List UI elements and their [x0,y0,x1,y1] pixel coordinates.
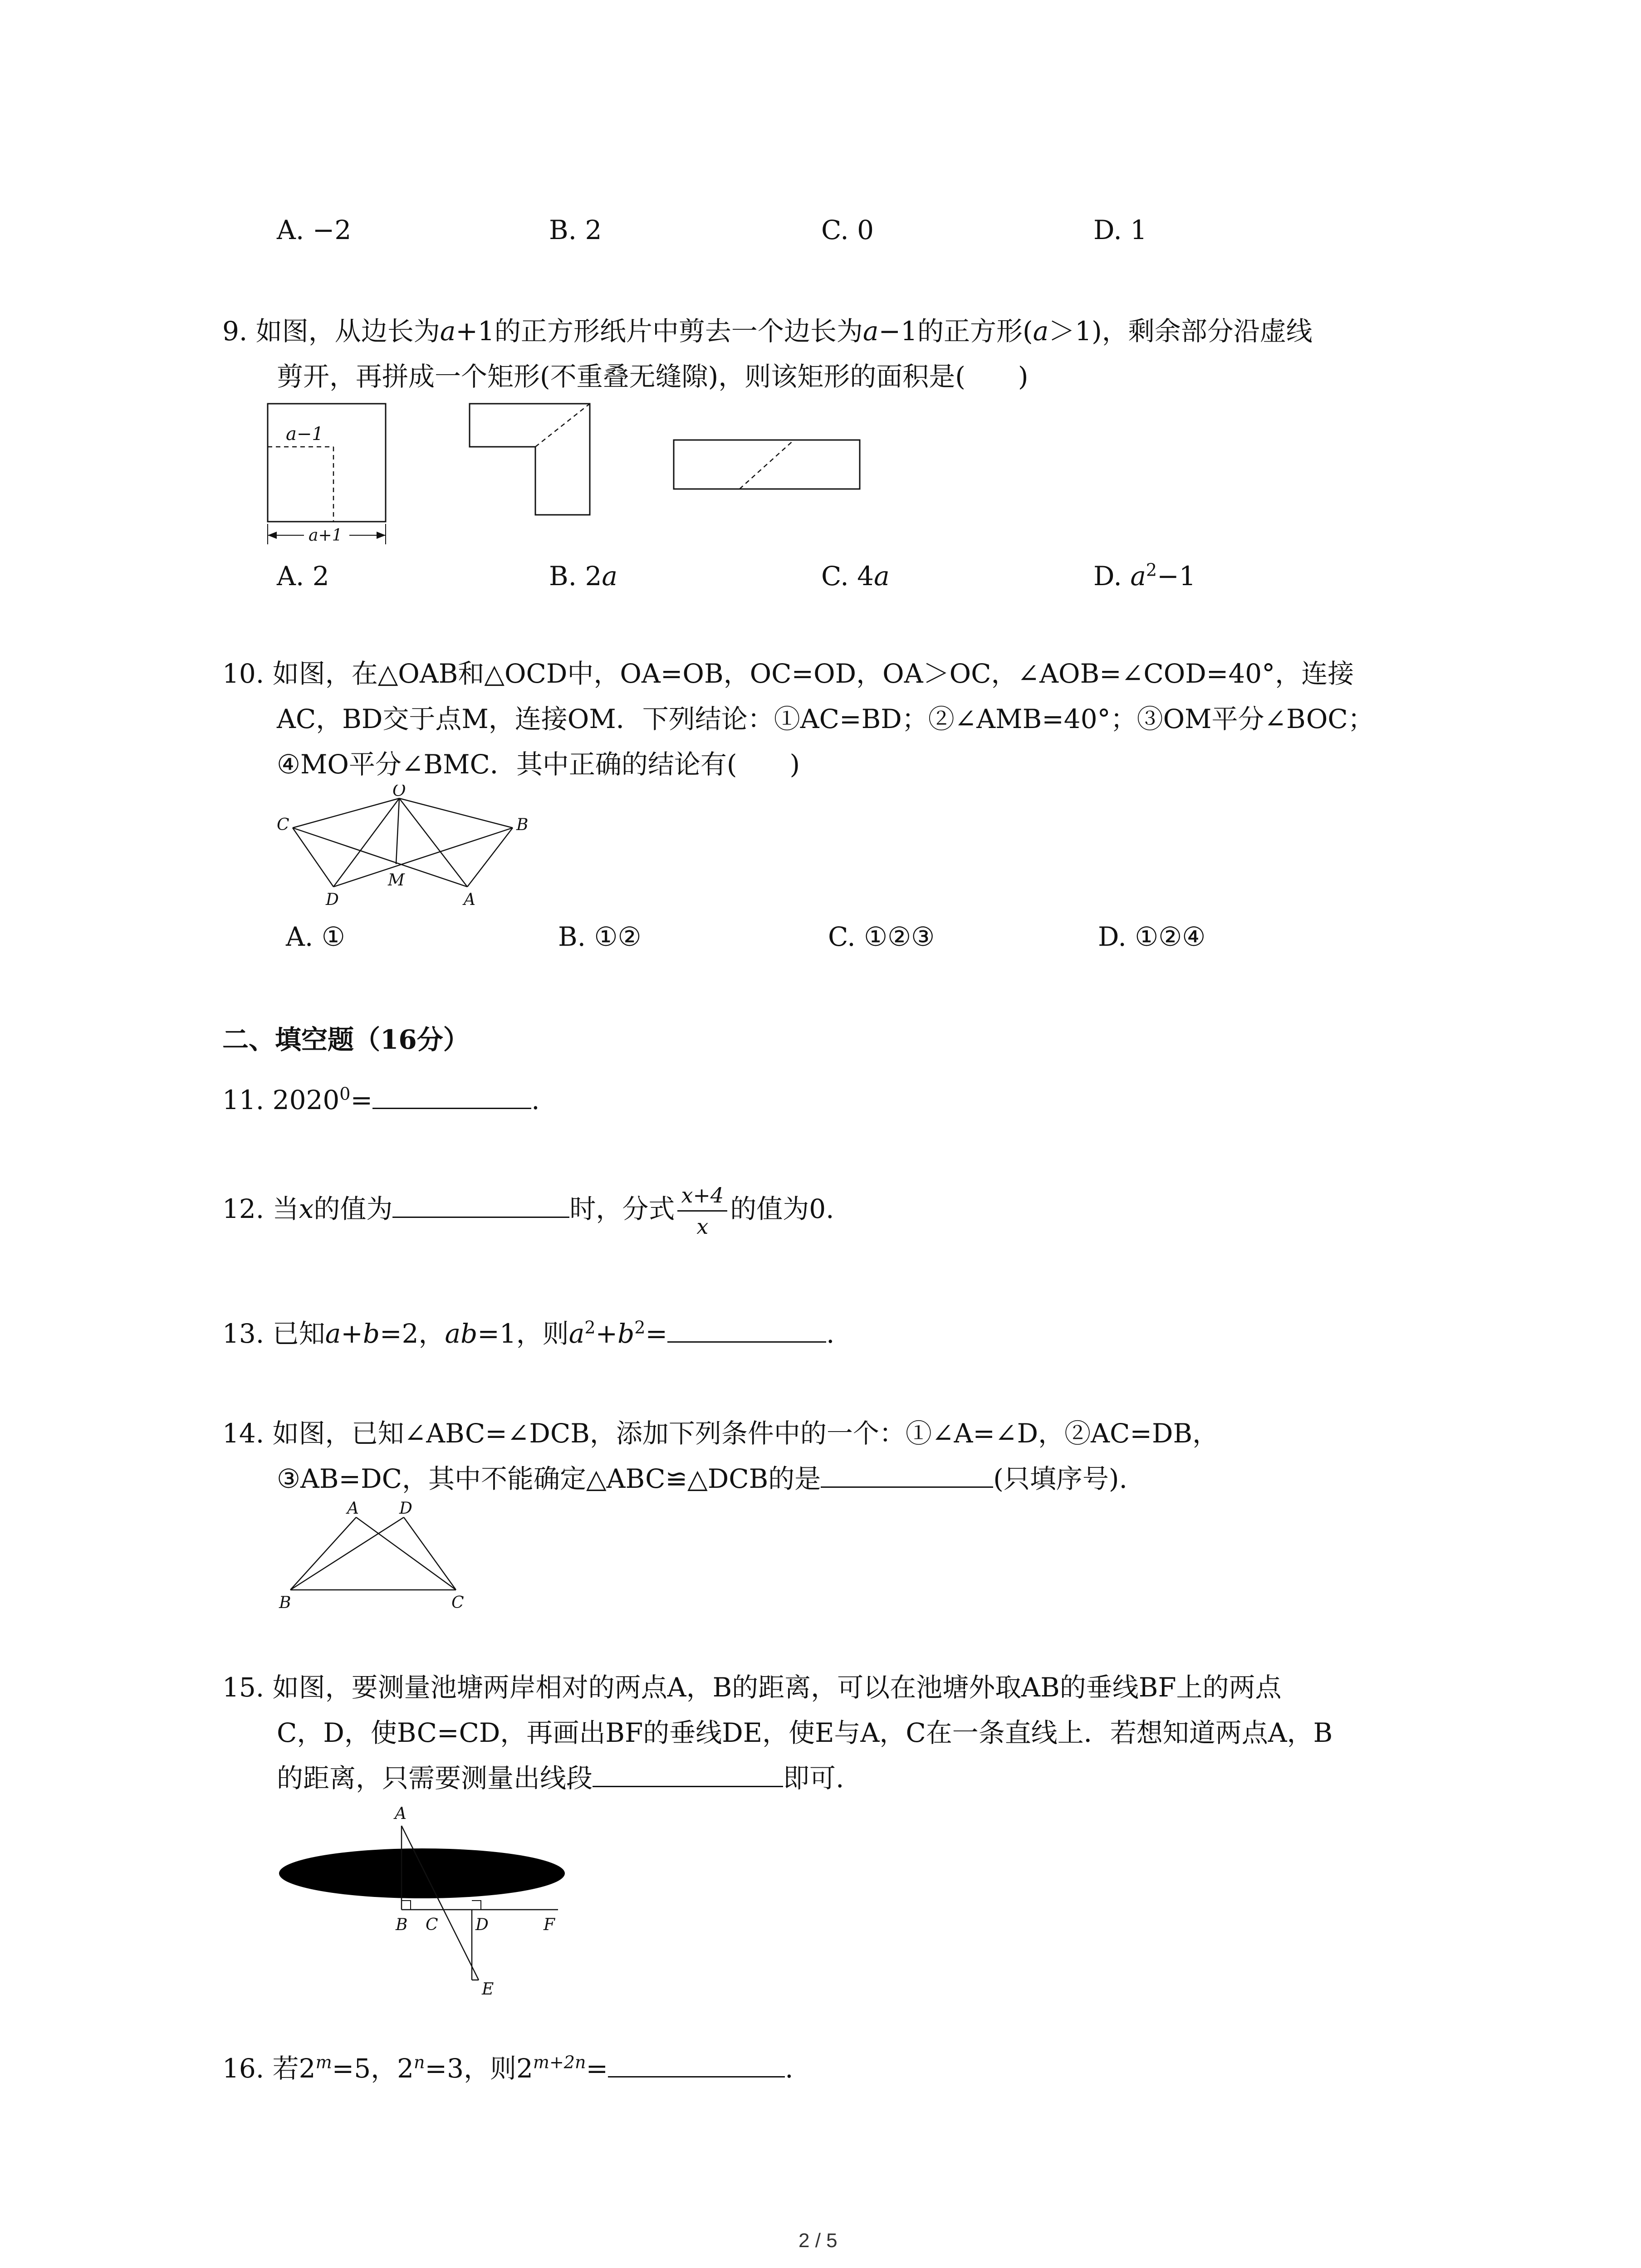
q11-blank [372,1080,531,1109]
q15-label-c: C [426,1916,438,1934]
q9-line2: 剪开，再拼成一个矩形(不重叠无缝隙)，则该矩形的面积是( ) [277,361,1029,392]
q12-fraction: $\frac{x+4}{x}$ [677,1180,727,1242]
q9-option-b: B. 2a [549,561,617,591]
section-heading: 二、填空题（16分） [222,1024,470,1055]
q15-label-d: D [475,1916,489,1934]
q10-label-c: C [277,816,289,834]
q14-line1: 14. 如图，已知∠ABC=∠DCB，添加下列条件中的一个：①∠A=∠D，②AC=DB， [222,1418,1219,1449]
q10-option-a: A. ① [286,921,345,952]
q15-blank [593,1759,783,1787]
pond-shape [279,1848,565,1898]
q9-option-d: D. $a^2-1$ [1093,560,1196,591]
q15-label-a: A [395,1804,407,1823]
q15-label-e: E [482,1980,494,1998]
q12: 12. 当x的值为 时，分式 $\frac{x+4}{x}$ 的值为0. [222,1177,834,1242]
q15-line1: 15. 如图，要测量池塘两岸相对的两点A，B的距离，可以在池塘外取AB的垂线BF上的两点 [222,1672,1282,1703]
q10-label-d: D [326,890,339,909]
q9-option-a: A. 2 [277,561,329,591]
q12-blank [392,1189,569,1218]
q10-line2: AC，BD交于点M，连接OM．下列结论：①AC=BD；②∠AMB=40°；③OM平分∠BOC； [277,704,1374,734]
q9-label-inner: a−1 [286,424,323,445]
q10-label-m: M [388,871,405,890]
q16-blank [608,2049,785,2077]
q15-label-b: B [396,1916,408,1934]
q9-figure [259,395,894,549]
q14-line2: ③AB=DC，其中不能确定△ABC≌△DCB的是 (只填序号). [277,1456,1127,1501]
q13: 13. 已知a+b=2，ab=1，则$a^2+b^2=$ . [222,1311,834,1356]
q10-label-o: O [392,785,406,800]
q10-label-b: B [516,816,529,834]
q10-label-a: A [464,890,475,909]
q9-option-c: C. 4a [821,561,890,591]
q14-label-d: D [399,1499,412,1518]
q8-option-c: C. 0 [821,215,874,245]
q10-option-d: D. ①②④ [1098,921,1206,952]
q13-blank [667,1314,826,1343]
q9-line1: 9. 如图，从边长为a+1的正方形纸片中剪去一个边长为a−1的正方形(a＞1)，剩余部分沿虚线 [222,316,1313,347]
q10-figure [268,785,549,921]
q14-figure [268,1499,495,1617]
q8-option-b: B. 2 [549,215,602,245]
q14-label-b: B [279,1593,291,1612]
page-number: 2 / 5 [798,2229,838,2252]
q10-option-b: B. ①② [558,921,642,952]
q10-option-c: C. ①②③ [828,921,935,952]
q15-figure [272,1799,590,1998]
q8-option-a: A. −2 [277,215,352,245]
q14-blank [821,1459,993,1488]
q8-option-d: D. 1 [1093,215,1147,245]
q14-label-c: C [451,1593,464,1612]
q10-line3: ④MO平分∠BMC．其中正确的结论有( ) [277,749,800,780]
q14-label-a: A [347,1499,359,1518]
q15-label-f: F [544,1916,555,1934]
q9-label-bottom: a+1 [309,526,343,545]
q15-line3: 的距离，只需要测量出线段 即可. [277,1755,844,1801]
q16: 16. 若$2^m=5$，$2^n=3$，则$2^{m+2n}=$ . [222,2046,794,2091]
q11: 11. $2020^0=$ . [222,1077,540,1123]
q10-line1: 10. 如图，在△OAB和△OCD中，OA=OB，OC=OD，OA＞OC，∠AOB=∠COD=40°，连接 [222,658,1354,689]
q15-line2: C，D，使BC=CD，再画出BF的垂线DE，使E与A，C在一条直线上．若想知道两点A，B [277,1717,1333,1748]
